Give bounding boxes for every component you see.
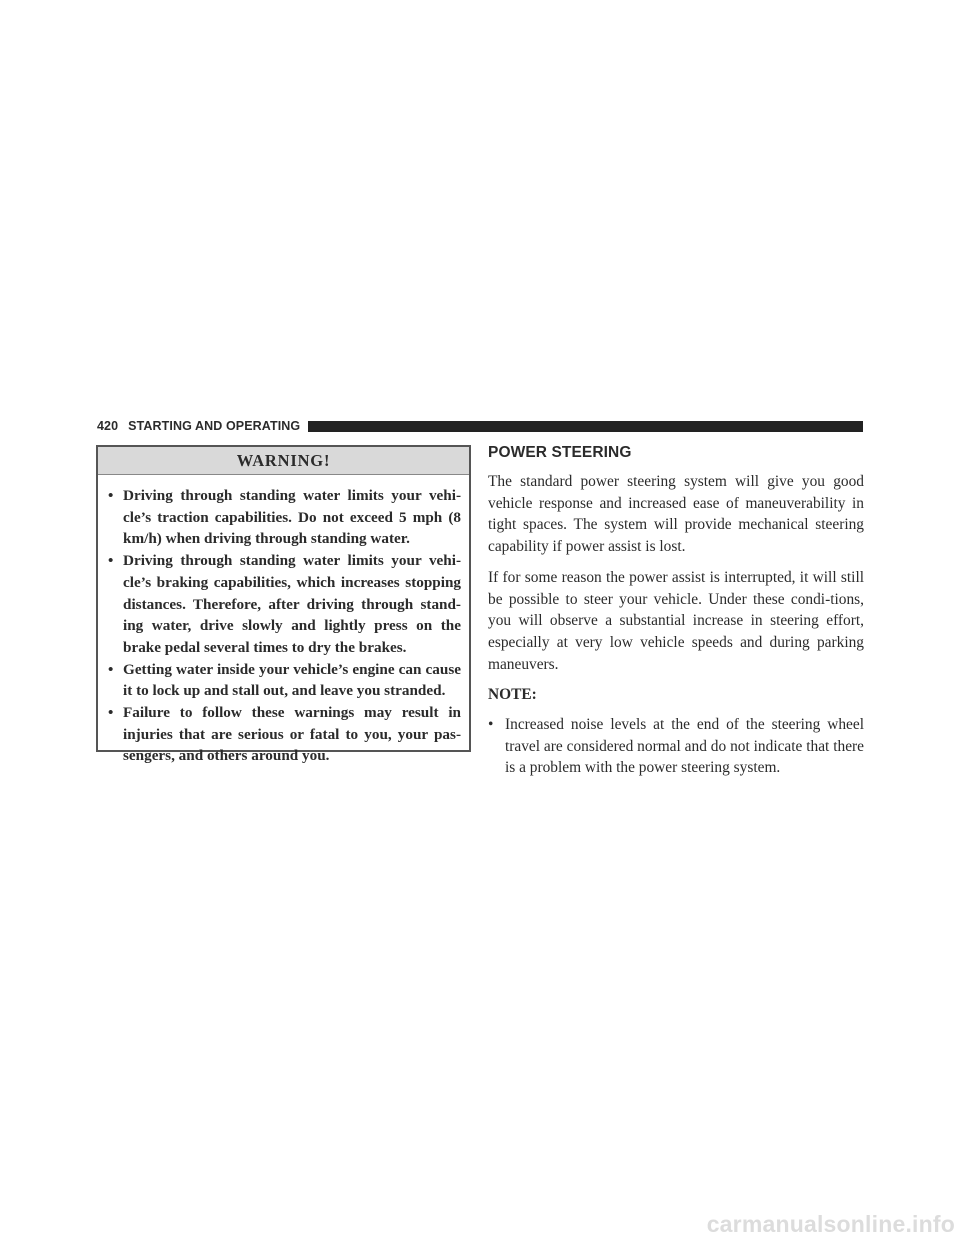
watermark: carmanualsonline.info [706,1211,955,1237]
warning-item [103,702,461,767]
warning-item-text: Failure to follow these warnings may result in injuries that are serious or fatal to you, your pas-sengers, and others around you. [123,704,461,765]
warning-box [96,445,471,765]
warning-item [103,659,461,702]
warning-list [98,475,469,767]
section-name: STARTING AND OPERATING [128,419,301,433]
paragraph: If for some reason the power assist is interrupted, it will still be possible to steer your vehicle. Under these condi-tions, you will observe a substantial increase in steering effort, especially at very low vehicle speeds and during parking maneuvers. [488,568,864,673]
bullet-icon: • [108,487,114,504]
warning-item-text: Driving through standing water limits your vehi-cle’s braking capabilities, which increases stopping distances. Therefore, after driving through stand-ing water, drive slowly and lightly press on the brake pedal several times to dry the brakes. [123,552,461,656]
note-item-text: Increased noise levels at the end of the steering wheel travel are considered normal and do not indicate that there is a problem with the power steering system. [505,716,864,777]
bullet-icon: • [108,660,114,678]
warning-item [103,550,461,659]
bullet-icon: • [108,704,114,722]
warning-item-text: Driving through standing water limits your vehi-cle’s traction capabilities. Do not exceed 5 mph (8 km/h) when driving through standing water. [123,487,461,548]
warning-item-text: Getting water inside your vehicle’s engine can cause it to lock up and stall out, and leave you stranded. [123,660,461,700]
power-steering-section [488,443,864,779]
page-header [97,418,863,434]
note-item [488,714,864,779]
warning-title: WARNING! [98,447,469,475]
note-label: NOTE: [488,686,537,704]
bullet-icon: • [488,716,494,734]
warning-item [103,485,461,550]
header-rule [308,421,863,432]
bullet-icon: • [108,552,114,570]
paragraph: The standard power steering system will give you good vehicle response and increased ease of maneuverability in tight spaces. The system will provide mechanical steering capability if power assist is lost. [488,473,864,556]
page-number: 420 [97,419,119,433]
section-heading: POWER STEERING [488,444,632,461]
